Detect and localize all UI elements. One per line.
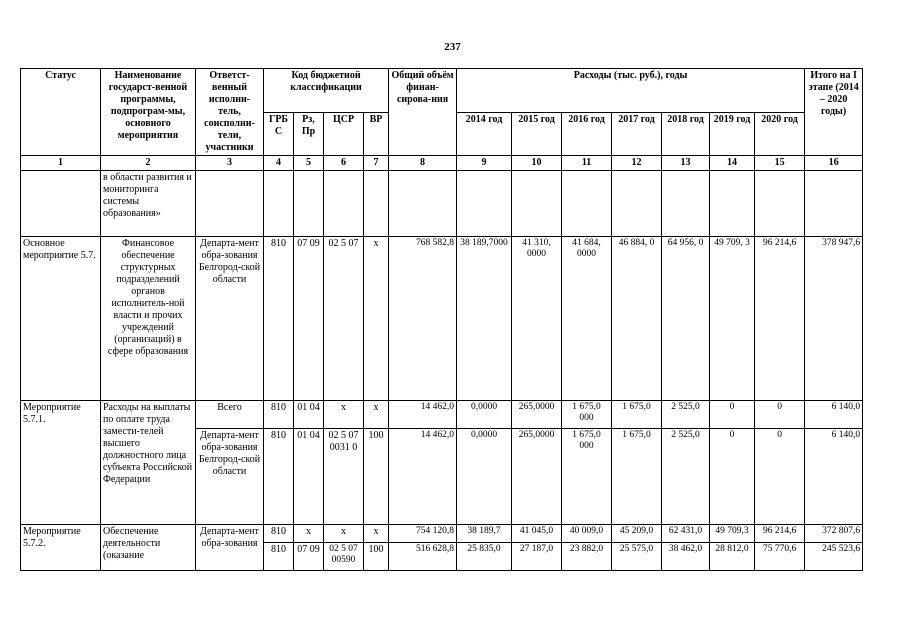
cell-year-2017: 1 675,0 xyxy=(612,401,662,429)
cell-year-2020: 96 214,6 xyxy=(755,525,805,543)
column-index-row xyxy=(21,156,863,171)
cell-csr: 02 5 07 xyxy=(324,237,364,401)
column-index: 15 xyxy=(755,156,805,171)
cell-year-2015: 41 045,0 xyxy=(512,525,562,543)
cell-year-2018: 62 431,0 xyxy=(662,525,710,543)
cell-csr: 02 5 07 0031 0 xyxy=(324,429,364,525)
cell-grbs: 810 xyxy=(264,525,294,543)
column-index: 12 xyxy=(612,156,662,171)
column-index: 14 xyxy=(710,156,755,171)
column-index: 10 xyxy=(512,156,562,171)
cell-csr: х xyxy=(324,401,364,429)
cell-year-2018: 64 956, 0 xyxy=(662,237,710,401)
header-row-1 xyxy=(21,69,863,113)
cell-year-2019: 49 709,3 xyxy=(710,525,755,543)
cell-year-2016: 1 675,0 000 xyxy=(562,401,612,429)
cell-vr: 100 xyxy=(364,543,389,571)
cell-year-2016: 23 882,0 xyxy=(562,543,612,571)
column-index: 11 xyxy=(562,156,612,171)
header-expenses: Расходы (тыс. руб.), годы xyxy=(457,69,805,113)
cell-year-2015: 265,0000 xyxy=(512,401,562,429)
cell-year-2018: 2 525,0 xyxy=(662,429,710,525)
cell-name: Обеспечение деятельности (оказание xyxy=(101,525,196,571)
cell-grbs: 810 xyxy=(264,543,294,571)
cell-grbs: 810 xyxy=(264,401,294,429)
cell-year-2014: 0,0000 xyxy=(457,429,512,525)
cell-status: Мероприятие 5.7.1. xyxy=(21,401,101,525)
header-year: 2017 год xyxy=(612,112,662,156)
cell-year-2020: 75 770,6 xyxy=(755,543,805,571)
cell-name: Расходы на выплаты по оплате труда замести-телей высшего должностного лица субъекта Российской Федерации xyxy=(101,401,196,525)
cell-executor: Департа-мент обра-зования xyxy=(196,525,264,571)
table-row-5-7 xyxy=(21,237,863,401)
cell-stage-total: 6 140,0 xyxy=(805,401,863,429)
cell-empty xyxy=(512,171,562,237)
column-index: 1 xyxy=(21,156,101,171)
column-index: 9 xyxy=(457,156,512,171)
column-index: 4 xyxy=(264,156,294,171)
table-row-continuation xyxy=(21,171,863,237)
cell-executor: Департа-мент обра-зования Белгород-ской области xyxy=(196,237,264,401)
cell-year-2017: 25 575,0 xyxy=(612,543,662,571)
cell-year-2014: 0,0000 xyxy=(457,401,512,429)
column-index: 7 xyxy=(364,156,389,171)
column-index: 5 xyxy=(294,156,324,171)
table-row-5-7-1-total xyxy=(21,401,863,429)
cell-empty xyxy=(264,171,294,237)
header-name: Наименование государст-венной программы, подпрограм-мы, основного мероприятия xyxy=(101,69,196,156)
cell-empty xyxy=(612,171,662,237)
cell-grbs: 810 xyxy=(264,429,294,525)
cell-name: Финансовое обеспечение структурных подразделений органов исполнитель-ной власти и прочих учреждений (организаций) в сфере образования xyxy=(101,237,196,401)
cell-year-2017: 45 209,0 xyxy=(612,525,662,543)
cell-rz-pr: 07 09 xyxy=(294,237,324,401)
cell-year-2020: 0 xyxy=(755,429,805,525)
header-csr: ЦСР xyxy=(324,112,364,156)
cell-empty xyxy=(364,171,389,237)
cell-year-2017: 1 675,0 xyxy=(612,429,662,525)
header-grbs: ГРБ С xyxy=(264,112,294,156)
cell-stage-total: 372 807,6 xyxy=(805,525,863,543)
header-year: 2014 год xyxy=(457,112,512,156)
header-year: 2015 год xyxy=(512,112,562,156)
header-vr: ВР xyxy=(364,112,389,156)
header-status: Статус xyxy=(21,69,101,156)
cell-vr: х xyxy=(364,237,389,401)
cell-empty xyxy=(196,171,264,237)
header-year: 2020 год xyxy=(755,112,805,156)
cell-stage-total: 378 947,6 xyxy=(805,237,863,401)
cell-status xyxy=(21,171,101,237)
cell-status: Основное мероприятие 5.7. xyxy=(21,237,101,401)
cell-year-2014: 25 835,0 xyxy=(457,543,512,571)
cell-rz-pr: х xyxy=(294,525,324,543)
cell-vr: х xyxy=(364,525,389,543)
column-index: 2 xyxy=(101,156,196,171)
cell-grbs: 810 xyxy=(264,237,294,401)
header-executor: Ответст-венный исполни-тель, соисполни-тели, участники xyxy=(196,69,264,156)
cell-year-2019: 0 xyxy=(710,429,755,525)
cell-year-2016: 41 684, 0000 xyxy=(562,237,612,401)
table-row-5-7-2-total xyxy=(21,525,863,543)
header-budget-code: Код бюджетной классификации xyxy=(264,69,389,113)
header-year: 2016 год xyxy=(562,112,612,156)
cell-rz-pr: 01 04 xyxy=(294,429,324,525)
cell-year-2016: 1 675,0 000 xyxy=(562,429,612,525)
cell-stage-total: 6 140,0 xyxy=(805,429,863,525)
cell-total: 14 462,0 xyxy=(389,401,457,429)
cell-year-2017: 46 884, 0 xyxy=(612,237,662,401)
column-index: 6 xyxy=(324,156,364,171)
header-year: 2018 год xyxy=(662,112,710,156)
cell-year-2020: 0 xyxy=(755,401,805,429)
cell-rz-pr: 07 09 xyxy=(294,543,324,571)
cell-rz-pr: 01 04 xyxy=(294,401,324,429)
cell-name: в области развития и мониторинга системы образования» xyxy=(101,171,196,237)
cell-year-2019: 0 xyxy=(710,401,755,429)
cell-csr: х xyxy=(324,525,364,543)
cell-empty xyxy=(662,171,710,237)
cell-year-2015: 27 187,0 xyxy=(512,543,562,571)
cell-status: Мероприятие 5.7.2. xyxy=(21,525,101,571)
cell-total: 754 120,8 xyxy=(389,525,457,543)
cell-empty xyxy=(294,171,324,237)
cell-empty xyxy=(324,171,364,237)
cell-empty xyxy=(710,171,755,237)
cell-stage-total: 245 523,6 xyxy=(805,543,863,571)
cell-year-2015: 41 310, 0000 xyxy=(512,237,562,401)
header-total: Общий объём финан-сирова-ния xyxy=(389,69,457,156)
column-index: 16 xyxy=(805,156,863,171)
cell-year-2014: 38 189,7 xyxy=(457,525,512,543)
header-year: 2019 год xyxy=(710,112,755,156)
cell-total: 14 462,0 xyxy=(389,429,457,525)
column-index: 13 xyxy=(662,156,710,171)
budget-table xyxy=(20,68,863,571)
column-index: 3 xyxy=(196,156,264,171)
cell-year-2018: 38 462,0 xyxy=(662,543,710,571)
cell-year-2015: 265,0000 xyxy=(512,429,562,525)
page-number: 237 xyxy=(444,41,461,53)
cell-executor: Всего xyxy=(196,401,264,429)
cell-year-2019: 49 709, 3 xyxy=(710,237,755,401)
cell-year-2014: 38 189,7000 xyxy=(457,237,512,401)
cell-csr: 02 5 07 00590 xyxy=(324,543,364,571)
cell-year-2018: 2 525,0 xyxy=(662,401,710,429)
header-stage-total: Итого на I этапе (2014 – 2020 годы) xyxy=(805,69,863,156)
column-index: 8 xyxy=(389,156,457,171)
cell-empty xyxy=(562,171,612,237)
cell-empty xyxy=(755,171,805,237)
cell-total: 516 628,8 xyxy=(389,543,457,571)
cell-year-2020: 96 214,6 xyxy=(755,237,805,401)
cell-year-2016: 40 009,0 xyxy=(562,525,612,543)
cell-executor: Департа-мент обра-зования Белгород-ской области xyxy=(196,429,264,525)
cell-total: 768 582,8 xyxy=(389,237,457,401)
header-rz-pr: Рз, Пр xyxy=(294,112,324,156)
cell-empty xyxy=(805,171,863,237)
cell-empty xyxy=(389,171,457,237)
cell-vr: х xyxy=(364,401,389,429)
cell-vr: 100 xyxy=(364,429,389,525)
cell-empty xyxy=(457,171,512,237)
cell-year-2019: 28 812,0 xyxy=(710,543,755,571)
